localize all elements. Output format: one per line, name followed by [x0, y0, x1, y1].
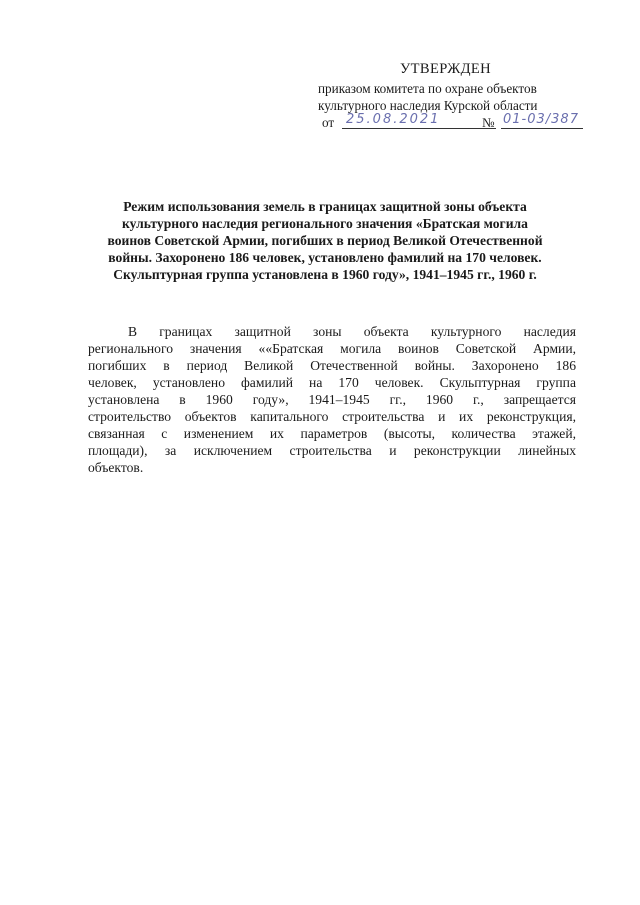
handwritten-date: 25.08.2021 [346, 112, 441, 127]
body-line: регионального значения ««Братская могила воинов Советской Армии, [88, 341, 576, 356]
date-underline [342, 128, 496, 129]
handwritten-number: 01-03/387 [503, 112, 579, 127]
body-line: человек, установлено фамилий на 170 человек. Скульптурная группа [88, 375, 576, 390]
heading-line: Скульптурная группа установлена в 1960 году», 1941–1945 гг., 1960 г. [113, 267, 537, 282]
body-line: объектов. [88, 460, 144, 475]
body-paragraph [88, 323, 576, 476]
body-line: площади), за исключением строительства и реконструкции линейных [88, 443, 576, 458]
approval-committee-line: культурного наследия Курской области [318, 98, 538, 113]
approval-order-line: приказом комитета по охране объектов [318, 81, 537, 96]
body-line: В границах защитной зоны объекта культурного наследия [128, 324, 576, 339]
heading-line: войны. Захоронено 186 человек, установлено фамилий на 170 человек. [108, 250, 542, 265]
number-label: № [482, 115, 495, 130]
heading-line: воинов Советской Армии, погибших в период Великой Отечественной [107, 233, 543, 248]
heading-line: Режим использования земель в границах защитной зоны объекта [123, 199, 527, 214]
approval-title: УТВЕРЖДЕН [400, 61, 492, 77]
body-line: строительство объектов капитального строительства и их реконструкция, [88, 409, 576, 424]
number-underline [501, 128, 583, 129]
approval-date-number-row [318, 114, 598, 132]
approval-block [318, 61, 598, 132]
document-heading [70, 198, 580, 283]
body-line: связанная с изменением их параметров (высоты, количества этажей, [88, 426, 576, 441]
date-label: от [322, 115, 335, 130]
heading-line: культурного наследия регионального значения «Братская могила [122, 216, 528, 231]
body-line: погибших в период Великой Отечественной войны. Захоронено 186 [88, 358, 576, 373]
body-line: установлена в 1960 году», 1941–1945 гг., 1960 г., запрещается [88, 392, 576, 407]
